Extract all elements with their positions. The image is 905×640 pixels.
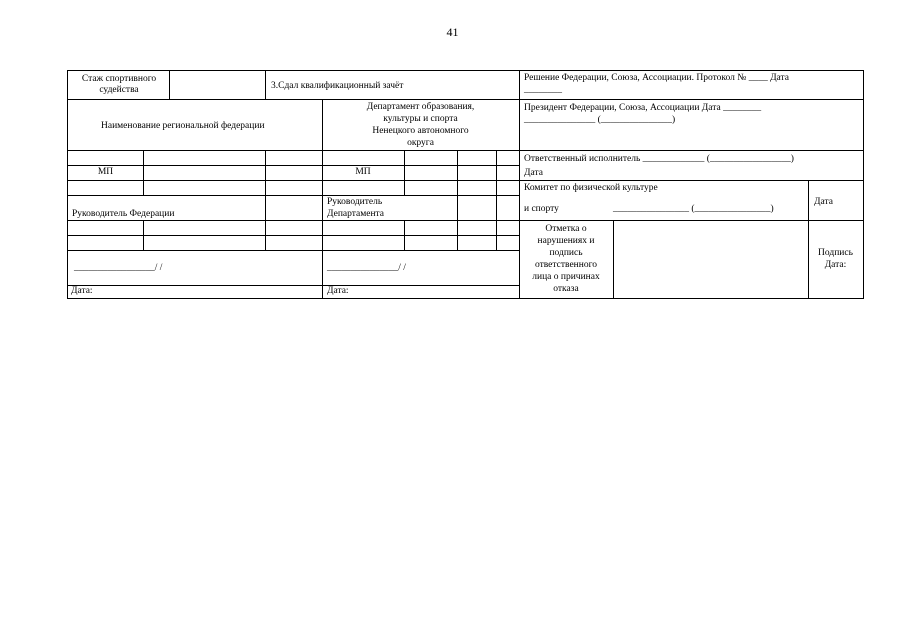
violations-mark-line6: отказа (553, 284, 579, 294)
regional-federation-name-label: Наименование региональной федерации (101, 121, 265, 131)
federation-decision-date-blank: ________ (524, 85, 562, 95)
rule-v-grid-b1 (265, 150, 266, 195)
signature-right-line1: Подпись (818, 248, 853, 258)
rule-left-r1 (68, 150, 519, 151)
department-line1: Департамент образования, (366, 102, 475, 112)
rule-left-r4 (68, 195, 519, 196)
rule-v-grid-b2 (265, 195, 266, 250)
date-label-middle: Дата: (327, 286, 349, 296)
rule-v-grid-e2 (496, 195, 497, 250)
violations-mark-line1: Отметка о (545, 224, 587, 234)
rule-v-grid-a1 (143, 150, 144, 195)
rule-v-grid-e1 (496, 150, 497, 195)
rule-right-r3 (519, 220, 863, 221)
rule-v-grid-c2 (404, 220, 405, 250)
rule-left-r3 (68, 180, 519, 181)
committee-date-label: Дата (814, 197, 833, 207)
rule-v-row1-a (169, 71, 170, 99)
rule-right-r1 (519, 150, 863, 151)
page-number: 41 (446, 25, 459, 39)
committee-line1: Комитет по физической культуре (524, 183, 658, 193)
rule-v-right-committee (808, 180, 809, 298)
stamp-middle: МП (355, 167, 371, 177)
rule-left-r5 (68, 220, 519, 221)
date-label-right: Дата (524, 168, 543, 178)
committee-signature-line: ________________ (________________) (613, 204, 774, 214)
rule-left-r7 (68, 250, 519, 251)
rule-row1-bottom (68, 99, 863, 100)
violations-mark-line2: нарушениях и (537, 236, 595, 246)
violations-mark-line4: ответственного (534, 260, 598, 270)
violations-mark-line5: лица о причинах (532, 272, 600, 282)
qualification-form-table (67, 70, 864, 299)
president-signature-line: _______________ (_______________) (524, 115, 676, 125)
federation-head-label: Руководитель Федерации (72, 209, 175, 219)
signature-blank-middle: _______________/ / (327, 263, 406, 273)
rule-v-grid-a2 (143, 220, 144, 250)
department-line4: округа (407, 138, 434, 148)
department-head-line1: Руководитель (327, 197, 383, 207)
judging-experience-label: Стаж спортивного судейства (81, 74, 157, 95)
violations-mark-line3: подпись (549, 248, 583, 258)
department-line3: Ненецкого автономного (372, 126, 469, 136)
federation-decision-text: Решение Федерации, Союза, Ассоциации. Протокол № ____ Дата (524, 73, 790, 83)
rule-v-grid-c1 (404, 150, 405, 195)
rule-left-r8 (68, 285, 519, 286)
signature-right-line2: Дата: (824, 260, 847, 270)
rule-v-grid-d2 (457, 195, 458, 250)
stamp-left: МП (97, 167, 114, 177)
rule-v-grid-d1 (457, 150, 458, 195)
rule-v-right-violations (613, 220, 614, 298)
rule-right-r2 (519, 180, 863, 181)
qualification-exam-label: 3.Сдал квалификационный зачёт (271, 81, 404, 91)
rule-left-r2 (68, 165, 519, 166)
date-label-left: Дата: (71, 286, 93, 296)
department-line2: культуры и спорта (383, 114, 458, 124)
responsible-executor-line: Ответственный исполнитель _____________ (_________________) (524, 154, 794, 164)
signature-blank-left: _________________/ / (74, 263, 163, 273)
department-head-line2: Департамента (327, 209, 385, 219)
president-line: Президент Федерации, Союза, Ассоциации Дата ________ (524, 103, 762, 113)
rule-v-row1-b (265, 71, 266, 99)
rule-left-r6 (68, 235, 519, 236)
committee-line2: и спорту (524, 204, 559, 214)
